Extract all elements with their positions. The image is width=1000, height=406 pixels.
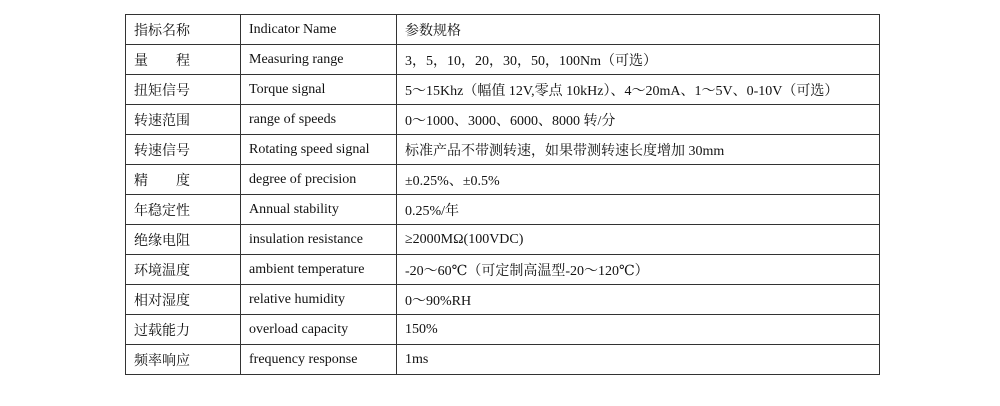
row-cn-name: 扭矩信号 bbox=[126, 75, 241, 105]
table-row bbox=[126, 135, 880, 165]
table-row bbox=[126, 165, 880, 195]
row-en-name: overload capacity bbox=[241, 315, 397, 345]
row-cn-name: 量 程 bbox=[126, 45, 241, 75]
table-row bbox=[126, 45, 880, 75]
row-spec: ≥2000MΩ(100VDC) bbox=[397, 225, 880, 255]
row-spec: 0～90%RH bbox=[397, 285, 880, 315]
row-en-name: Torque signal bbox=[241, 75, 397, 105]
row-cn-name: 转速范围 bbox=[126, 105, 241, 135]
row-spec: 1ms bbox=[397, 345, 880, 375]
table-row bbox=[126, 315, 880, 345]
header-row bbox=[126, 15, 880, 45]
row-en-name: relative humidity bbox=[241, 285, 397, 315]
row-cn-name: 过载能力 bbox=[126, 315, 241, 345]
row-en-name: range of speeds bbox=[241, 105, 397, 135]
row-spec: 标准产品不带测转速，如果带测转速长度增加 30mm bbox=[397, 135, 880, 165]
row-spec: 0.25%/年 bbox=[397, 195, 880, 225]
row-en-name: degree of precision bbox=[241, 165, 397, 195]
header-en-name: Indicator Name bbox=[241, 15, 397, 45]
table-row bbox=[126, 105, 880, 135]
table-row bbox=[126, 195, 880, 225]
row-spec: -20～60℃（可定制高温型-20～120℃） bbox=[397, 255, 880, 285]
row-cn-name: 频率响应 bbox=[126, 345, 241, 375]
row-spec: 3，5，10，20，30，50，100Nm（可选） bbox=[397, 45, 880, 75]
spec-table bbox=[125, 14, 880, 375]
row-cn-name: 绝缘电阻 bbox=[126, 225, 241, 255]
table-row bbox=[126, 345, 880, 375]
table-row bbox=[126, 75, 880, 105]
row-en-name: ambient temperature bbox=[241, 255, 397, 285]
row-en-name: Measuring range bbox=[241, 45, 397, 75]
table-row bbox=[126, 255, 880, 285]
row-en-name: frequency response bbox=[241, 345, 397, 375]
row-en-name: Rotating speed signal bbox=[241, 135, 397, 165]
table-row bbox=[126, 225, 880, 255]
header-spec: 参数规格 bbox=[397, 15, 880, 45]
row-cn-name: 年稳定性 bbox=[126, 195, 241, 225]
table-row bbox=[126, 285, 880, 315]
row-cn-name: 环境温度 bbox=[126, 255, 241, 285]
row-cn-name: 转速信号 bbox=[126, 135, 241, 165]
row-cn-name: 相对湿度 bbox=[126, 285, 241, 315]
row-spec: 0～1000、3000、6000、8000 转/分 bbox=[397, 105, 880, 135]
row-spec: 5～15Khz（幅值 12V,零点 10kHz）、4～20mA、1～5V、0-10V（可选） bbox=[397, 75, 880, 105]
row-en-name: insulation resistance bbox=[241, 225, 397, 255]
row-spec: 150% bbox=[397, 315, 880, 345]
header-cn-name: 指标名称 bbox=[126, 15, 241, 45]
row-cn-name: 精 度 bbox=[126, 165, 241, 195]
row-spec: ±0.25%、±0.5% bbox=[397, 165, 880, 195]
row-en-name: Annual stability bbox=[241, 195, 397, 225]
